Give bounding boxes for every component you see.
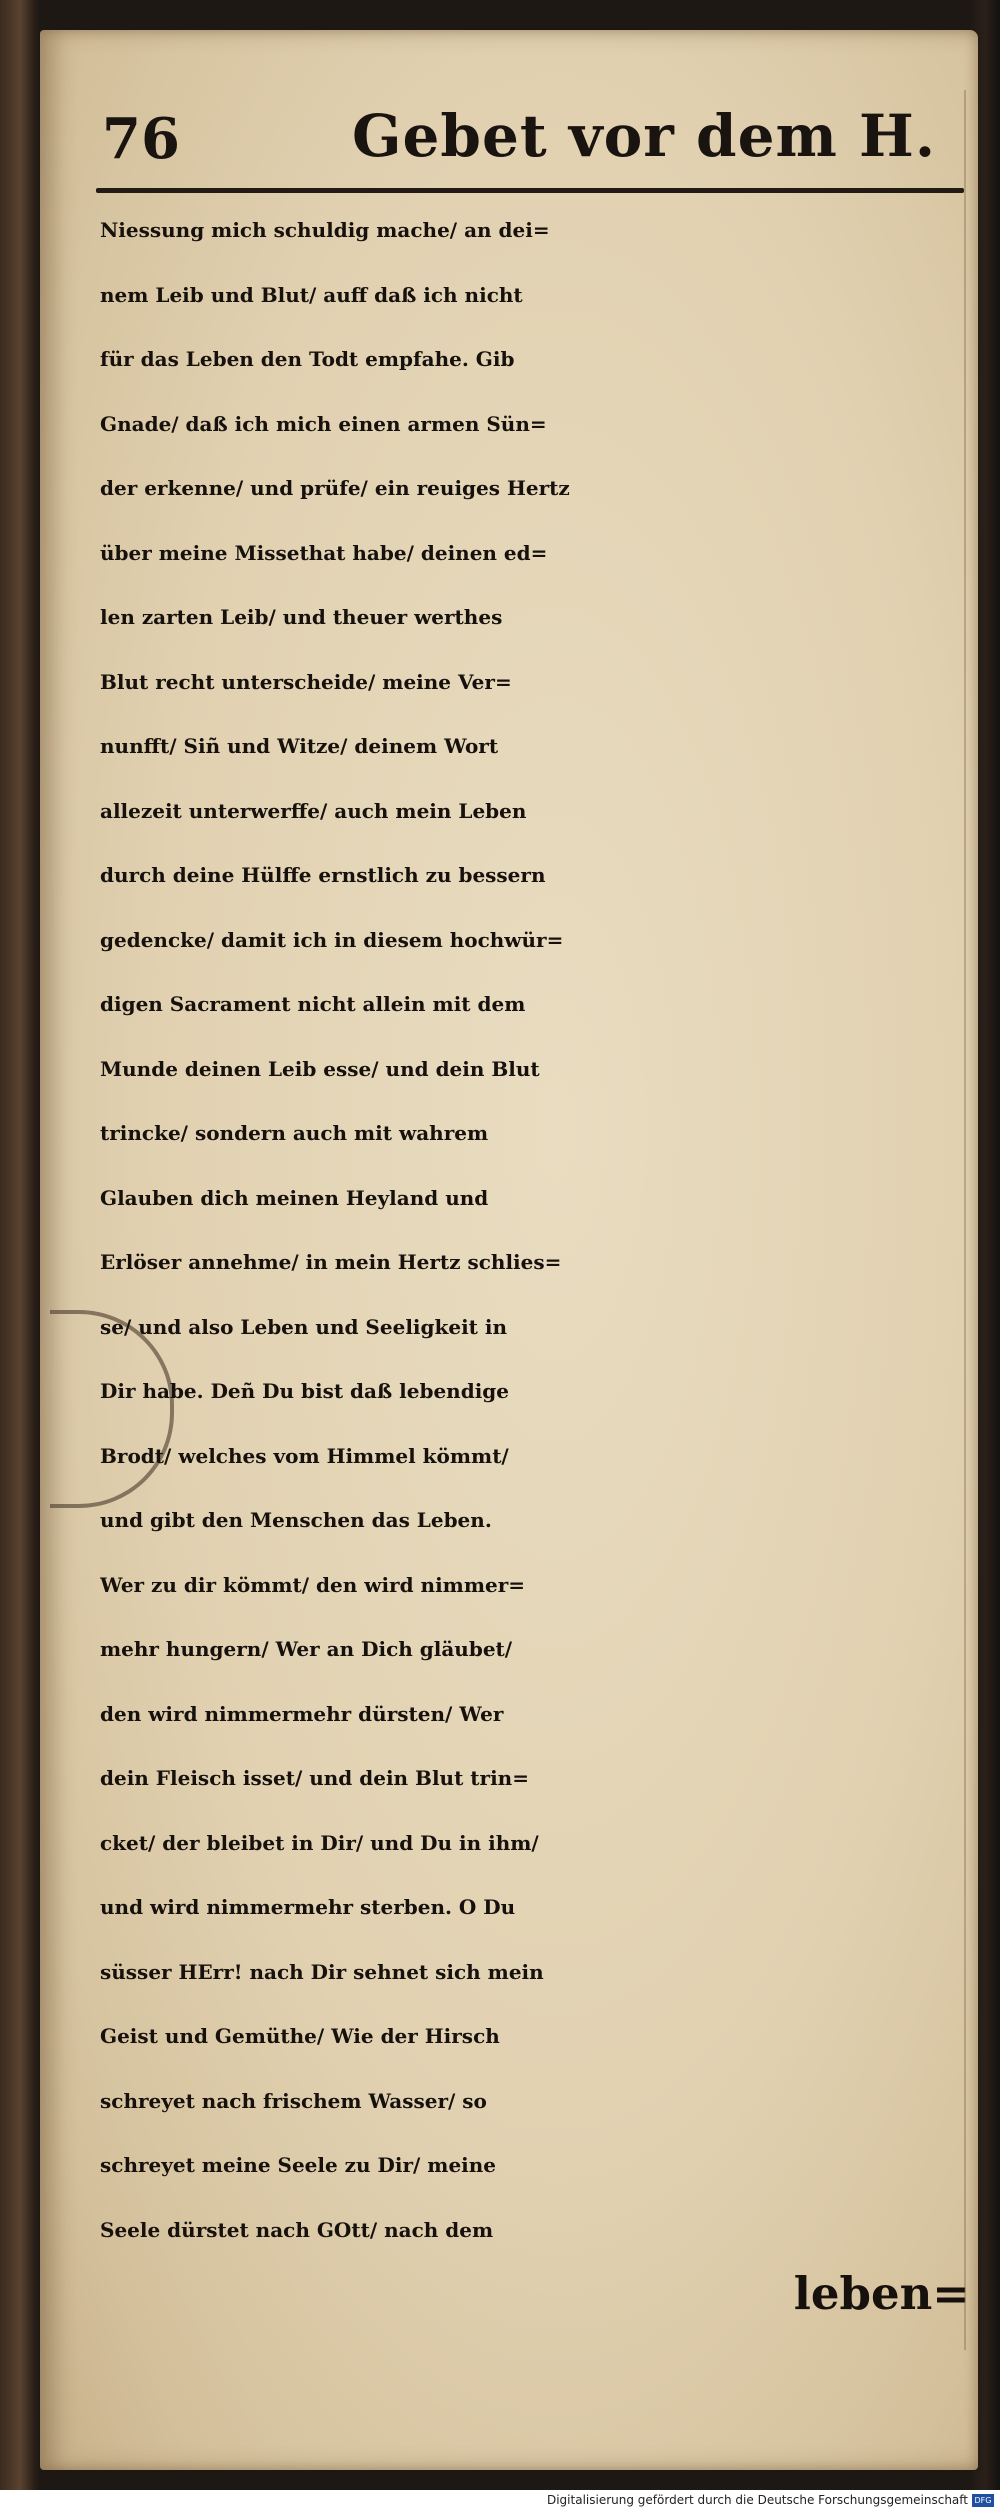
text-line: digen Sacrament nicht allein mit dem xyxy=(100,992,526,1016)
catchword: leben= xyxy=(793,2267,970,2320)
text-line: Glauben dich meinen Heyland und xyxy=(100,1185,489,1210)
text-line: se/ und also Leben und Seeligkeit in xyxy=(100,1314,508,1339)
page-header xyxy=(92,88,962,188)
text-line: Erlöser annehme/ in mein Hertz schlies= xyxy=(100,1250,562,1274)
text-line: gedencke/ damit ich in diesem hochwür= xyxy=(100,927,564,952)
text-line: und gibt den Menschen das Leben. xyxy=(100,1508,492,1532)
text-line: Wer zu dir kömmt/ den wird nimmer= xyxy=(100,1572,526,1597)
text-line: schreyet meine Seele zu Dir/ meine xyxy=(100,2153,497,2177)
text-line: Niessung mich schuldig mache/ an dei= xyxy=(100,218,550,242)
dfg-logo: DFG xyxy=(972,2494,994,2507)
text-line: mehr hungern/ Wer an Dich gläubet/ xyxy=(100,1637,513,1661)
text-line: süsser HErr! nach Dir sehnet sich mein xyxy=(100,1959,544,1984)
text-line: und wird nimmermehr sterben. O Du xyxy=(100,1895,516,1919)
text-line: Brodt/ welches vom Himmel kömmt/ xyxy=(100,1443,509,1468)
text-line: Geist und Gemüthe/ Wie der Hirsch xyxy=(100,2024,500,2048)
digitization-credit: Digitalisierung gefördert durch die Deutsche Forschungsgemeinschaft xyxy=(546,2493,968,2507)
body-text xyxy=(100,198,1000,2327)
text-line: dein Fleisch isset/ und dein Blut trin= xyxy=(100,1766,529,1790)
text-line: allezeit unterwerffe/ auch mein Leben xyxy=(100,798,527,823)
text-line: cket/ der bleibet in Dir/ und Du in ihm/ xyxy=(100,1830,539,1855)
text-line: Gnade/ daß ich mich einen armen Sün= xyxy=(100,411,547,436)
text-line: Dir habe. Deñ Du bist daß lebendige xyxy=(100,1379,510,1403)
text-line: für das Leben den Todt empfahe. Gib xyxy=(100,347,515,371)
text-line: der erkenne/ und prüfe/ ein reuiges Hertz xyxy=(100,476,570,500)
book-page xyxy=(40,30,978,2470)
text-line: len zarten Leib/ und theuer werthes xyxy=(100,605,503,629)
text-line: durch deine Hülffe ernstlich zu bessern xyxy=(100,863,546,887)
text-line: den wird nimmermehr dürsten/ Wer xyxy=(100,1701,504,1726)
text-line: Seele dürstet nach GOtt/ nach dem xyxy=(100,2217,494,2242)
page-number: 76 xyxy=(102,106,180,172)
text-line: Munde deinen Leib esse/ und dein Blut xyxy=(100,1056,540,1081)
header-rule xyxy=(96,188,964,193)
text-line: über meine Missethat habe/ deinen ed= xyxy=(100,540,548,565)
text-line: schreyet nach frischem Wasser/ so xyxy=(100,2088,487,2113)
text-line: nem Leib und Blut/ auff daß ich nicht xyxy=(100,282,523,307)
text-line: trincke/ sondern auch mit wahrem xyxy=(100,1121,489,1145)
text-line: Blut recht unterscheide/ meine Ver= xyxy=(100,669,512,694)
footer-bar xyxy=(0,2490,1000,2512)
text-line: nunfft/ Siñ und Witze/ deinem Wort xyxy=(100,734,499,758)
running-title: Gebet vor dem H. xyxy=(352,102,937,170)
